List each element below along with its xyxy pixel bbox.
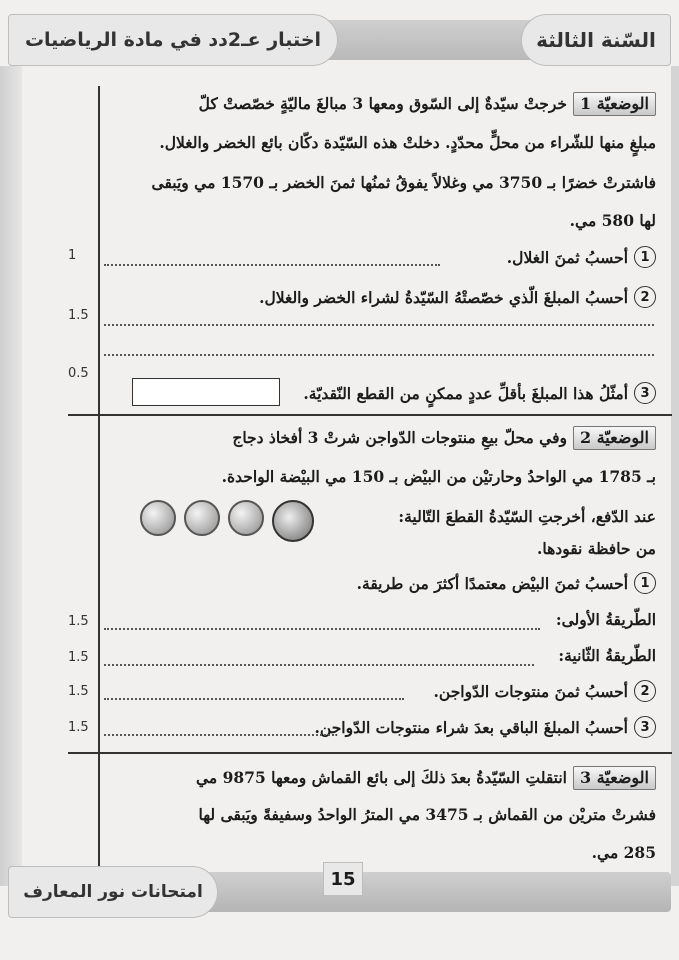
question-number: 3 <box>634 716 656 738</box>
question-text: أمثّلُ هذا المبلغَ بأقلِّ عددٍ ممكنٍ من القطع النّقديّة. <box>303 383 628 403</box>
score-s1q1: 1 <box>68 248 77 263</box>
publisher-name: امتحانات نور المعارف <box>8 866 218 918</box>
situation1-line4: لها 580 مي. <box>569 211 656 230</box>
situation1-text: خرجتْ سيّدةٌ إلى السّوق ومعها 3 مبالغَ ماليّةٍ خصّصتْ كلّ <box>198 94 567 113</box>
situation1-line2: مبلغٍ منها للشّراء من محلٍّ محدّدٍ. دخلتْ هذه السّيّدة دكّان بائع الخضر والغلال. <box>159 133 656 152</box>
right-rail <box>671 66 679 886</box>
answer-line[interactable] <box>104 698 404 700</box>
grade-label: السّنة الثالثة <box>521 14 671 66</box>
situation2-text: وفي محلّ بيعِ منتوجات الدّواجن شرتْ 3 أفخاذ دجاج <box>232 428 567 447</box>
way1-label: الطّريقةُ الأولى: <box>555 610 656 629</box>
situation2-line3: عند الدّفع، أخرجتِ السّيّدةُ القطعَ التّالية: <box>398 507 656 526</box>
situation2-line2: بـ 1785 مي الواحدُ وحارتيْن من البيْض بـ 150 مي البيْضة الواحدة. <box>221 467 656 486</box>
left-rail <box>0 66 22 886</box>
question-text: أحسبُ ثمنَ البيْض معتمدًا أكثرَ من طريقة. <box>356 573 628 593</box>
situation3-line1 <box>96 766 656 790</box>
question-number: 2 <box>634 286 656 308</box>
situation1-line1 <box>96 92 656 116</box>
score-s1q3: 0.5 <box>68 366 89 381</box>
question-text: أحسبُ المبلغَ الباقي بعدَ شراء منتوجات الدّواجن. <box>314 717 628 737</box>
answer-line[interactable] <box>104 324 654 326</box>
question-number: 1 <box>634 246 656 268</box>
exam-title: اختبار عـ2دد في مادة الرياضيات <box>8 14 338 66</box>
situation2-line4: من حافظة نقودها. <box>537 539 656 558</box>
page-number: 15 <box>323 862 363 896</box>
content-frame <box>28 76 672 876</box>
question-number: 3 <box>634 382 656 404</box>
situation2-question2 <box>434 680 657 702</box>
answer-line[interactable] <box>104 264 440 266</box>
coin-icon <box>228 500 264 536</box>
situation1-question1 <box>507 246 656 268</box>
situation1-line3: فاشترتْ خضرًا بـ 3750 مي وغلالاً يفوقُ ثمنُها ثمنَ الخضر بـ 1570 مي ويَبقى <box>151 173 656 192</box>
page-header <box>8 14 671 66</box>
question-text: أحسبُ ثمنَ الغلال. <box>506 247 628 267</box>
answer-line[interactable] <box>104 354 654 356</box>
score-way2: 1.5 <box>68 650 89 665</box>
score-s1q2: 1.5 <box>68 308 89 323</box>
situation1-question2 <box>259 286 656 308</box>
situation2-label: الوضعيّة 2 <box>573 426 656 450</box>
answer-box[interactable] <box>132 378 280 406</box>
situation3-line2: فشرتْ متريْن من القماش بـ 3475 مي المترُ الواحدُ وسفيفةً ويَبقى لها <box>198 805 656 824</box>
score-s2q2: 1.5 <box>68 684 89 699</box>
situation1-label: الوضعيّة 1 <box>573 92 656 116</box>
section-divider <box>68 752 672 754</box>
coins-row <box>140 500 314 542</box>
page-footer <box>8 862 671 920</box>
way2-label: الطّريقةُ الثّانية: <box>558 646 656 665</box>
question-text: أحسبُ ثمنَ منتوجات الدّواجن. <box>433 681 628 701</box>
situation3-line3: 285 مي. <box>591 843 656 862</box>
situation1-question3 <box>303 382 656 404</box>
situation2-line1 <box>96 426 656 450</box>
coin-icon <box>272 500 314 542</box>
question-number: 2 <box>634 680 656 702</box>
score-way1: 1.5 <box>68 614 89 629</box>
question-number: 1 <box>634 572 656 594</box>
answer-line[interactable] <box>104 734 334 736</box>
score-s2q3: 1.5 <box>68 720 89 735</box>
coin-icon <box>184 500 220 536</box>
situation2-question1 <box>357 572 656 594</box>
answer-line[interactable] <box>104 664 534 666</box>
section-divider <box>68 414 672 416</box>
answer-line[interactable] <box>104 628 540 630</box>
situation2-question3 <box>315 716 656 738</box>
coin-icon <box>140 500 176 536</box>
situation3-text: انتقلتِ السّيّدةُ بعدَ ذلكَ إلى بائع القماش ومعها 9875 مي <box>195 768 567 787</box>
situation3-label: الوضعيّة 3 <box>573 766 656 790</box>
question-text: أحسبُ المبلغَ الّذي خصّصتْهُ السّيّدةُ لشراء الخضر والغلال. <box>259 287 628 307</box>
